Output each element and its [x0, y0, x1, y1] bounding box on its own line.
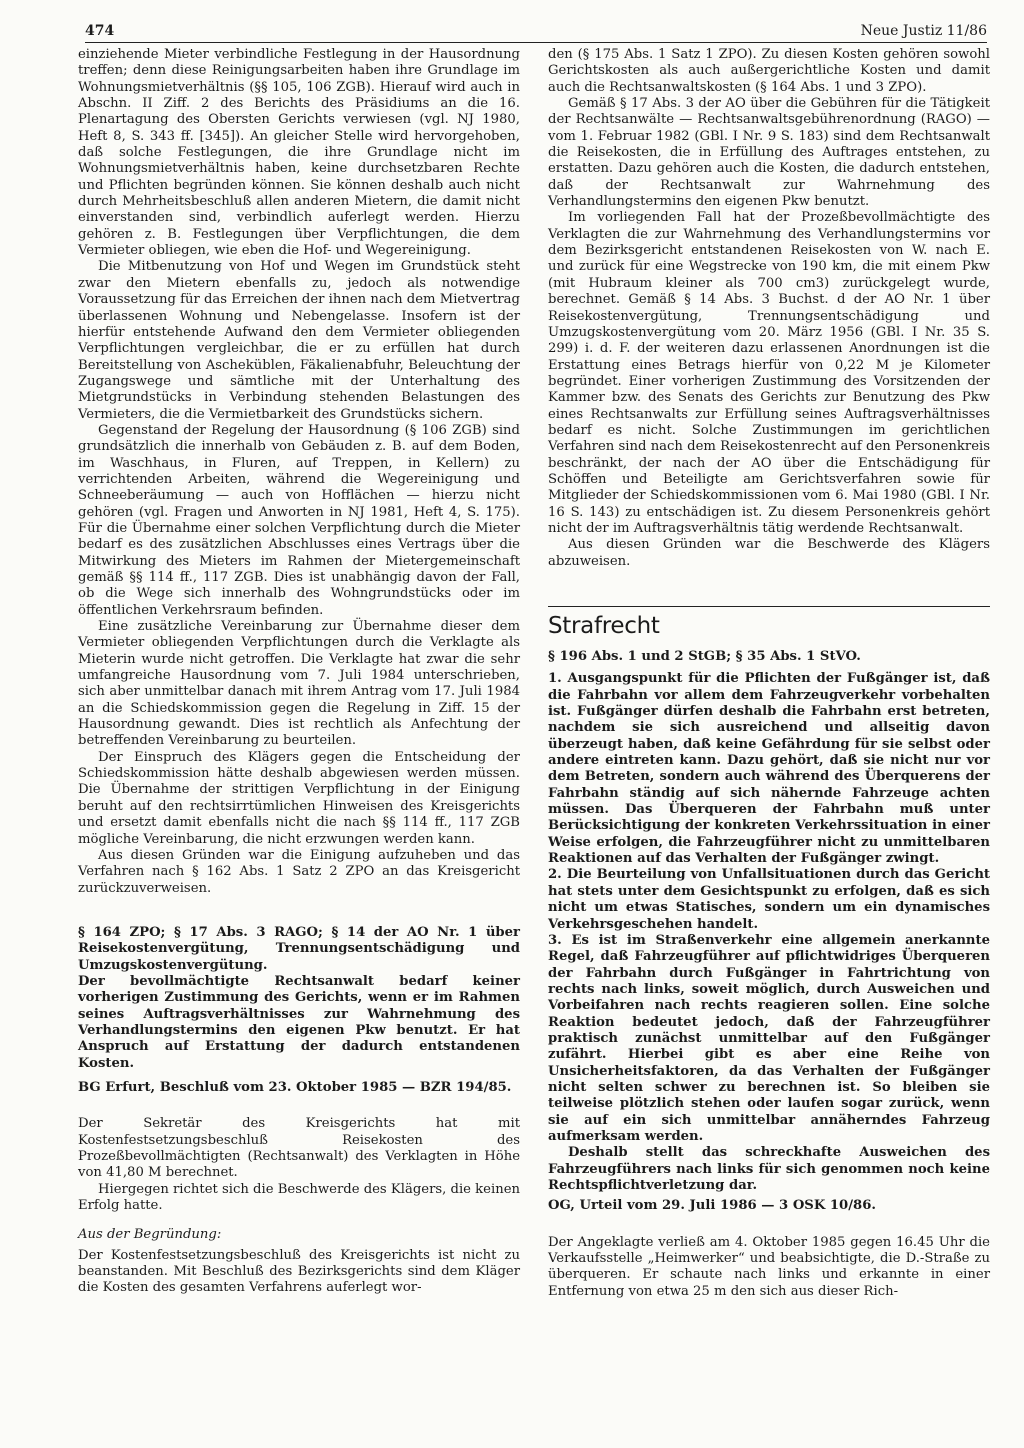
- paragraph: einziehende Mieter verbindliche Festlegung in der Hausordnung treffen; denn diese Reinigungsarbeiten haben ihre Grundlage im Wohnungsmietverhältnis (§§ 105, 106 ZGB). Hierauf wird auch in Abschn. II Ziff. 2 des Berichts des Präsidiums an die 16. Plenartagung des Obersten Gerichts verwiesen (vgl. NJ 1980, Heft 8, S. 343 ff. [345]). An gleicher Stelle wird hervorgehoben, daß solche Festlegungen, die ihre Grundlage nicht im Wohnungsmietverhältnis haben, keine durchsetzbaren Rechte und Pflichten begründen können. Sie können deshalb auch nicht durch Mehrheitsbeschluß allen anderen Mietern, die damit nicht einverstanden sind, verbindlich auferlegt werden. Hierzu gehören z. B. Festlegungen über Verpflichtungen, die dem Vermieter obliegen, wie eben die Hof- und Wegereinigung.: [78, 47, 520, 259]
- paragraph: Der Angeklagte verließ am 4. Oktober 1985 gegen 16.45 Uhr die Verkaufsstelle „Heimwerker“ und beabsichtigte, die D.-Straße zu überqueren. Er schaute nach links und erkannte in einer Entfernung von etwa 25 m den sich aus dieser Rich-: [548, 1234, 990, 1299]
- paragraph: Die Mitbenutzung von Hof und Wegen im Grundstück steht zwar den Mietern ebenfalls zu, jedoch als notwendige Voraussetzung für das Erreichen der ihnen nach dem Mietvertrag überlassenen Wohnung und Nebengelasse. Insofern ist der hierfür entstehende Aufwand den dem Vermieter obliegenden Verpflichtungen vergleichbar, die er zu erfüllen hat durch Bereitstellung von Ascheküblen, Fäkalienabfuhr, Beleuchtung der Zugangswege und sämtliche mit der Unterhaltung des Mietgrundstücks in Verbindung stehenden Belastungen des Vermieters, die die Vermietbarkeit des Grundstücks sichern.: [78, 259, 520, 422]
- court-citation: OG, Urteil vom 29. Juli 1986 — 3 OSK 10/86.: [548, 1198, 876, 1214]
- court-citation: BG Erfurt, Beschluß vom 23. Oktober 1985 — BZR 194/85.: [78, 1079, 512, 1095]
- page-number: 474: [85, 23, 115, 39]
- paragraph: Aus diesen Gründen war die Einigung aufzuheben und das Verfahren nach § 162 Abs. 1 Satz 2 ZPO an das Kreisgericht zurückzuverweisen.: [78, 847, 520, 896]
- paragraph: Der Einspruch des Klägers gegen die Entscheidung der Schiedskommission hätte deshalb abgewiesen werden müssen. Die Übernahme der strittigen Verpflichtung in der Einigung beruht auf den rechtsirrtümlichen Hinweisen des Kreisgerichts und ersetzt damit ebenfalls nicht die nach §§ 114 ff., 117 ZGB mögliche Vereinbarung, die nicht erzwungen werden kann.: [78, 749, 520, 847]
- paragraph: Eine zusätzliche Vereinbarung zur Übernahme dieser dem Vermieter obliegenden Verpflichtungen durch die Verklagte als Mieterin wurde nicht getroffen. Die Verklagte hat zwar die sehr umfangreiche Hausordnung vom 7. Juli 1984 unterschrieben, sich aber unmittelbar danach mit ihrem Antrag vom 17. Juli 1984 an die Schiedskommission gegen die Regelung in Ziff. 15 der Hausordnung gewandt. Dies ist rechtlich als Anfechtung der betreffenden Vereinbarung zu beurteilen.: [78, 619, 520, 749]
- journal-title: Neue Justiz 11/86: [860, 23, 987, 39]
- paragraph: Aus diesen Gründen war die Beschwerde des Klägers abzuweisen.: [548, 537, 990, 569]
- section-title: Strafrecht: [548, 613, 660, 639]
- headnote: Der bevollmächtigte Rechtsanwalt bedarf keiner vorherigen Zustimmung des Gerichts, wenn er im Rahmen seines Auftragsverhältnisses zur Wahrnehmung des Verhandlungstermins den eigenen Pkw benutzt. Er hat Anspruch auf Erstattung der dadurch entstandenen Kosten.: [78, 973, 520, 1071]
- headnote: Deshalb stellt das schreckhafte Ausweichen des Fahrzeugführers nach links für sich genommen noch keine Rechtspflichtverletzung dar.: [548, 1145, 990, 1193]
- paragraph: Der Sekretär des Kreisgerichts hat mit Kostenfestsetzungsbeschluß Reisekosten des Prozeßbevollmächtigten (Rechtsanwalt) des Verklagten in Höhe von 41,80 M berechnet.: [78, 1116, 520, 1181]
- subheading-reasoning: Aus der Begründung:: [78, 1227, 222, 1243]
- paragraph: Der Kostenfestsetzungsbeschluß des Kreisgerichts ist nicht zu beanstanden. Mit Beschluß des Bezirksgerichts sind dem Kläger die Kosten des gesamten Verfahrens auferlegt wor-: [78, 1247, 520, 1296]
- law-reference-heading: § 164 ZPO; § 17 Abs. 3 RAGO; § 14 der AO Nr. 1 über Reisekostenvergütung, Trennungsentschädigung und Umzugskostenvergütung.: [78, 924, 520, 973]
- left-column: [78, 47, 520, 1297]
- section-divider: [548, 606, 990, 607]
- headnote: 1. Ausgangspunkt für die Pflichten der Fußgänger ist, daß die Fahrbahn vor allem dem Fahrzeugverkehr vorbehalten ist. Fußgänger dürfen deshalb die Fahrbahn erst betreten, nachdem sie sich ausreichend und allseitig davon überzeugt haben, daß keine Gefährdung für sie selbst oder andere eintreten kann. Dazu gehört, daß sie nicht nur vor dem Betreten, sondern auch während des Überquerens der Fahrbahn ständig auf sich nähernde Fahrzeuge achten müssen. Das Überqueren der Fahrbahn muß unter Berücksichtigung der konkreten Verkehrssituation in einer Weise erfolgen, die Fahrzeugführer nicht zu unmittelbaren Reaktionen auf das Verhalten der Fußgänger zwingt.: [548, 671, 990, 867]
- paragraph: Gemäß § 17 Abs. 3 der AO über die Gebühren für die Tätigkeit der Rechtsanwälte — Rechtsanwaltsgebührenordnung (RAGO) — vom 1. Februar 1982 (GBl. I Nr. 9 S. 183) sind dem Rechtsanwalt die Reisekosten, die in Erfüllung des Auftrages entstehen, zu erstatten. Dazu gehören auch die Kosten, die dadurch entstehen, daß der Rechtsanwalt zur Wahrnehmung des Verhandlungstermins den eigenen Pkw benutzt.: [548, 96, 990, 210]
- paragraph: Hiergegen richtet sich die Beschwerde des Klägers, die keinen Erfolg hatte.: [78, 1181, 520, 1214]
- right-column: [548, 47, 990, 1300]
- law-reference-heading: § 196 Abs. 1 und 2 StGB; § 35 Abs. 1 StVO.: [548, 649, 861, 664]
- headnote: 3. Es ist im Straßenverkehr eine allgemein anerkannte Regel, daß Fahrzeugführer auf pflichtwidriges Überqueren der Fahrbahn durch Fußgänger in Fahrtrichtung von rechts nach links, soweit möglich, durch Ausweichen und Vorbeifahren nach rechts reagieren sollen. Eine solche Reaktion bedeutet jedoch, daß der Fahrzeugführer praktisch zunächst unmittelbar auf den Fußgänger zufährt. Hierbei gibt es aber eine Reihe von Unsicherheitsfaktoren, da das Verhalten der Fußgänger nicht selten schwer zu berechnen ist. So bleiben sie teilweise plötzlich stehen oder laufen sogar zurück, wenn sie auf ein sich unmittelbar annäherndes Fahrzeug aufmerksam werden.: [548, 932, 990, 1144]
- paragraph: Gegenstand der Regelung der Hausordnung (§ 106 ZGB) sind grundsätzlich die innerhalb von Gebäuden z. B. auf dem Boden, im Waschhaus, in Fluren, auf Treppen, in Kellern) zu verrichtenden Arbeiten, während die Wegereinigung und Schneeberäumung — auch von Hofflächen — hierzu nicht gehören (vgl. Fragen und Anworten in NJ 1981, Heft 4, S. 175). Für die Übernahme einer solchen Verpflichtung durch die Mieter bedarf es des zusätzlichen Abschlusses eines Vertrags über die Mitwirkung des Mieters im Rahmen der Mietergemeinschaft gemäß §§ 114 ff., 117 ZGB. Dies ist unabhängig davon der Fall, ob die Wege sich innerhalb des Wohngrundstücks oder im öffentlichen Verkehrsraum befinden.: [78, 422, 520, 618]
- headnote: 2. Die Beurteilung von Unfallsituationen durch das Gericht hat stets unter dem Gesichtspunkt zu erfolgen, daß es sich nicht um etwas Statisches, sondern um ein dynamisches Verkehrsgeschehen handelt.: [548, 867, 990, 932]
- page-header: [85, 20, 987, 43]
- paragraph: Im vorliegenden Fall hat der Prozeßbevollmächtigte des Verklagten die zur Wahrnehmung des Verhandlungstermins vor dem Bezirksgericht entstandenen Reisekosten von W. nach E. und zurück für eine Wegstrecke von 190 km, die mit einem Pkw (mit Hubraum kleiner als 700 cm3) zurückgelegt wurde, berechnet. Gemäß § 14 Abs. 3 Buchst. d der AO Nr. 1 über Reisekostenvergütung, Trennungsentschädigung und Umzugskostenvergütung vom 20. März 1956 (GBl. I Nr. 35 S. 299) i. d. F. der weiteren dazu erlassenen Anordnungen ist die Erstattung eines Betrags hierfür von 0,22 M je Kilometer begründet. Einer vorherigen Zustimmung des Vorsitzenden der Kammer bzw. des Senats des Gerichts zur Benutzung des Pkw eines Rechtsanwalts zur Erfüllung seines Auftragsverhältnisses bedarf es nicht. Solche Zustimmungen im gerichtlichen Verfahren sind nach dem Reisekostenrecht auf den Personenkreis beschränkt, der nach der AO über die Entschädigung für Schöffen und Beteiligte am Gerichtsverfahren sowie für Mitglieder der Schiedskommissionen vom 6. Mai 1980 (GBl. I Nr. 16 S. 143) zu entschädigen ist. Zu diesem Personenkreis gehört nicht der im Auftragsverhältnis tätig werdende Rechtsanwalt.: [548, 210, 990, 536]
- paragraph: den (§ 175 Abs. 1 Satz 1 ZPO). Zu diesen Kosten gehören sowohl Gerichtskosten als auch außergerichtliche Kosten und damit auch die Rechtsanwaltskosten (§ 164 Abs. 1 und 3 ZPO).: [548, 47, 990, 95]
